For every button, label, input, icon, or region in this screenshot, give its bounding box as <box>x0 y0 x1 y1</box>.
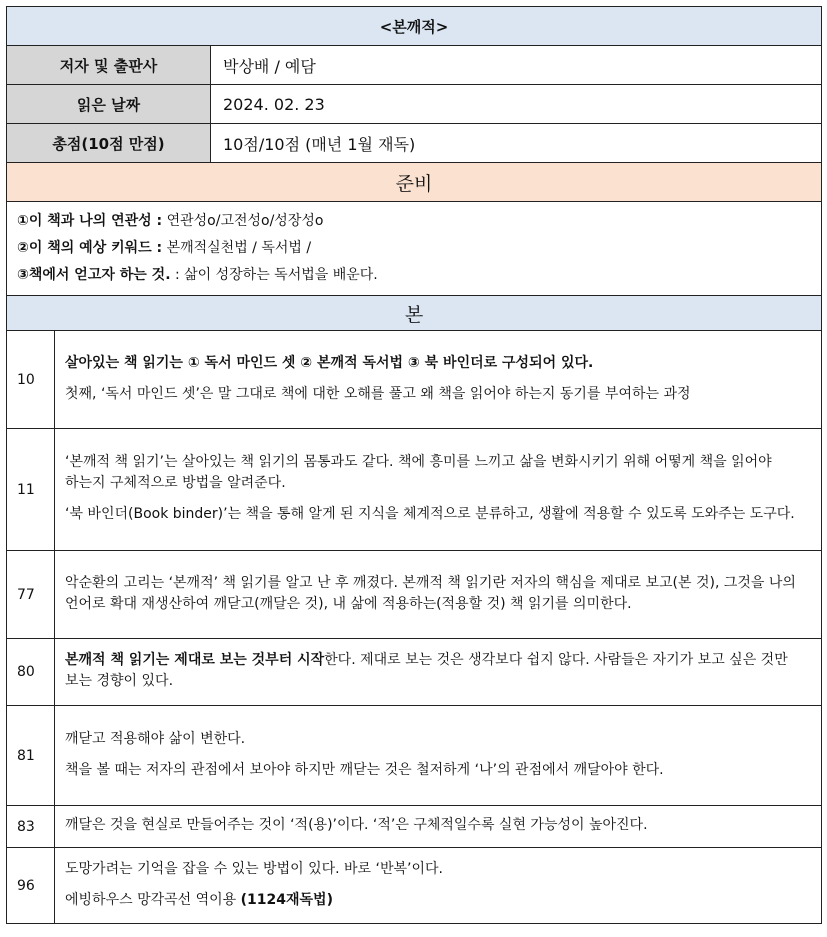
prep-item-label: ①이 책과 나의 연관성 : <box>17 213 163 229</box>
title-row <box>7 7 822 46</box>
prep-item-value: 연관성o/고전성o/성장성o <box>162 213 324 229</box>
meta-label-author: 저자 및 출판사 <box>7 46 211 85</box>
note-paragraph <box>65 650 811 692</box>
note-emphasis: 본깨적 책 읽기는 제대로 보는 것부터 시작 <box>65 652 325 668</box>
main-heading-row <box>7 296 822 331</box>
meta-value-date: 2024. 02. 23 <box>211 85 822 124</box>
note-paragraph: ‘북 바인더(Book binder)’는 책을 통해 알게 된 지식을 체계적으로 분류하고, 생활에 적용할 수 있도록 도와주는 도구다. <box>65 506 795 522</box>
note-row <box>7 639 822 706</box>
note-text <box>55 331 822 429</box>
note-text-rest: 에빙하우스 망각곡선 역이용 <box>65 891 241 908</box>
note-text <box>55 551 822 639</box>
note-row <box>7 429 822 551</box>
page-number: 77 <box>7 551 55 639</box>
note-text <box>55 429 822 551</box>
prep-content-row <box>7 202 822 296</box>
note-paragraph: 살아있는 책 읽기는 ① 독서 마인드 셋 ② 본깨적 독서법 ③ 북 바인더로 구성되어 있다. <box>65 354 594 371</box>
note-paragraph: ‘본깨적 책 읽기’는 살아있는 책 읽기의 몸통과도 같다. 책에 흥미를 느끼고 삶을 변화시키기 위해 어떻게 책을 읽어야 하는지 구체적으로 방법을 알려준다. <box>65 454 772 491</box>
note-paragraph: 깨닫고 적용해야 삶이 변한다. <box>65 730 246 747</box>
meta-row-date <box>7 85 822 124</box>
note-row <box>7 551 822 639</box>
note-text <box>55 806 822 848</box>
page-number: 96 <box>7 848 55 924</box>
note-paragraph: 책을 볼 때는 저자의 관점에서 보아야 하지만 깨닫는 것은 철저하게 ‘나’의 관점에서 깨달아야 한다. <box>65 761 664 778</box>
note-emphasis: (1124재독법) <box>240 891 333 908</box>
book-note-sheet <box>6 6 821 924</box>
note-row <box>7 806 822 848</box>
prep-heading: 준비 <box>7 163 822 202</box>
meta-label-date: 읽은 날짜 <box>7 85 211 124</box>
note-paragraph: 악순환의 고리는 ‘본깨적’ 책 읽기를 알고 난 후 깨졌다. 본깨적 책 읽기란 저자의 핵심을 제대로 보고(본 것), 그것을 나의 언어로 확대 재생산하여 깨닫고(깨달은 것), 내 삶에 적용하는(적용할 것) 책 읽기를 의미한다. <box>65 574 796 612</box>
note-paragraph <box>65 890 811 911</box>
meta-label-score: 총점(10점 만점) <box>7 124 211 163</box>
page-number: 10 <box>7 331 55 429</box>
meta-row-score <box>7 124 822 163</box>
meta-value-author: 박상배 / 예담 <box>211 46 822 85</box>
note-paragraph: 첫째, ‘독서 마인드 셋’은 말 그대로 책에 대한 오해를 풀고 왜 책을 읽어야 하는지 동기를 부여하는 과정 <box>65 385 691 402</box>
note-text-rest: 한다. 제대로 보는 것은 생각보다 쉽지 않다. 사람들은 자기가 보고 싶은 것만 보는 경향이 있다. <box>65 652 788 689</box>
note-text <box>55 639 822 706</box>
prep-content <box>7 202 822 296</box>
main-heading: 본 <box>7 296 822 331</box>
page-number: 11 <box>7 429 55 551</box>
note-row <box>7 848 822 924</box>
prep-item <box>17 262 811 289</box>
note-paragraph: 깨달은 것을 현실로 만들어주는 것이 ‘적(용)’이다. ‘적’은 구체적일수록 실현 가능성이 높아진다. <box>65 817 648 833</box>
book-note-table <box>6 6 822 924</box>
note-text <box>55 848 822 924</box>
page-number: 81 <box>7 706 55 806</box>
prep-heading-row <box>7 163 822 202</box>
note-text <box>55 706 822 806</box>
doc-title: <본깨적> <box>7 7 822 46</box>
prep-item-value: 본깨적실천법 / 독서법 / <box>162 240 312 256</box>
prep-item-value: : 삶이 성장하는 독서법을 배운다. <box>170 267 378 283</box>
prep-item-label: ③책에서 얻고자 하는 것. <box>17 267 171 283</box>
note-row <box>7 706 822 806</box>
prep-item-label: ②이 책의 예상 키워드 : <box>17 240 163 256</box>
page-number: 83 <box>7 806 55 848</box>
note-paragraph: 도망가려는 기억을 잡을 수 있는 방법이 있다. 바로 ‘반복’이다. <box>65 860 443 877</box>
page-number: 80 <box>7 639 55 706</box>
meta-value-score: 10점/10점 (매년 1월 재독) <box>211 124 822 163</box>
note-row <box>7 331 822 429</box>
meta-row-author <box>7 46 822 85</box>
prep-item <box>17 235 811 262</box>
prep-item <box>17 208 811 235</box>
